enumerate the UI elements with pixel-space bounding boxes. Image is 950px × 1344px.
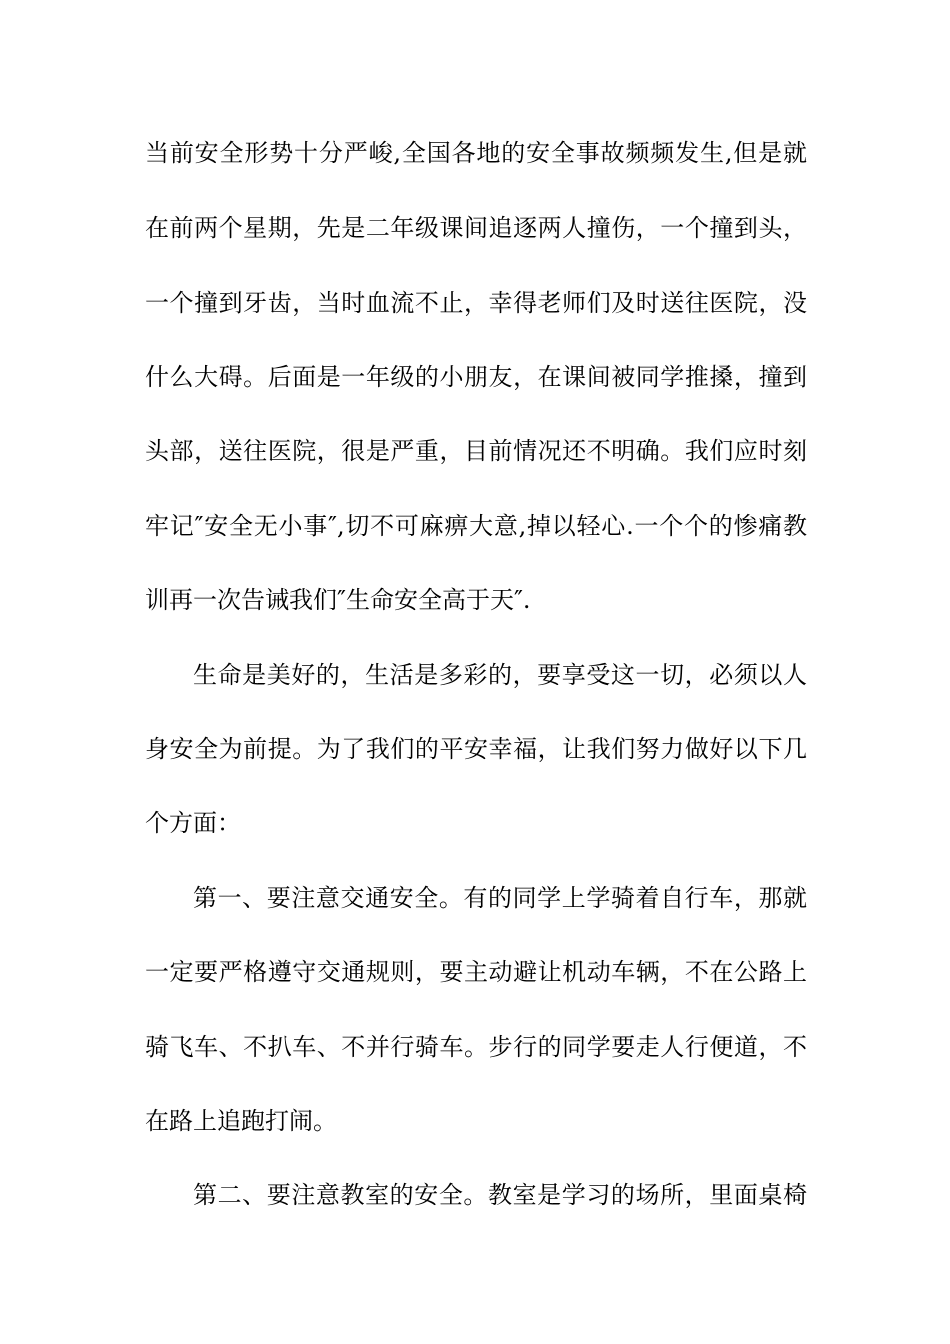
text-line: 第二、要注意教室的安全。教室是学习的场所，里面桌椅 <box>193 1181 807 1209</box>
text-line: 生命是美好的，生活是多彩的，要享受这一切，必须以人 <box>193 661 807 689</box>
text-line: 训再一次告诫我们″生命安全高于天″. <box>145 586 531 614</box>
text-line: 身安全为前提。为了我们的平安幸福，让我们努力做好以下几 <box>145 735 807 763</box>
text-line: 当前安全形势十分严峻,全国各地的安全事故频频发生,但是就 <box>145 139 807 167</box>
text-line: 在前两个星期，先是二年级课间追逐两人撞伤，一个撞到头， <box>145 214 807 242</box>
text-line: 在路上追跑打闹。 <box>145 1107 337 1135</box>
text-line: 第一、要注意交通安全。有的同学上学骑着自行车，那就 <box>193 884 807 912</box>
text-line: 一定要严格遵守交通规则，要主动避让机动车辆，不在公路上 <box>145 958 807 986</box>
text-line: 个方面： <box>145 809 241 837</box>
text-line: 骑飞车、不扒车、不并行骑车。步行的同学要走人行便道，不 <box>145 1033 807 1061</box>
text-line: 头部，送往医院，很是严重，目前情况还不明确。我们应时刻 <box>145 437 807 465</box>
text-line: 一个撞到牙齿，当时血流不止，幸得老师们及时送往医院，没 <box>145 289 807 317</box>
text-line: 什么大碍。后面是一年级的小朋友，在课间被同学推搡，撞到 <box>145 363 807 391</box>
text-line: 牢记″安全无小事″,切不可麻痹大意,掉以轻心.一个个的惨痛教 <box>145 512 807 540</box>
